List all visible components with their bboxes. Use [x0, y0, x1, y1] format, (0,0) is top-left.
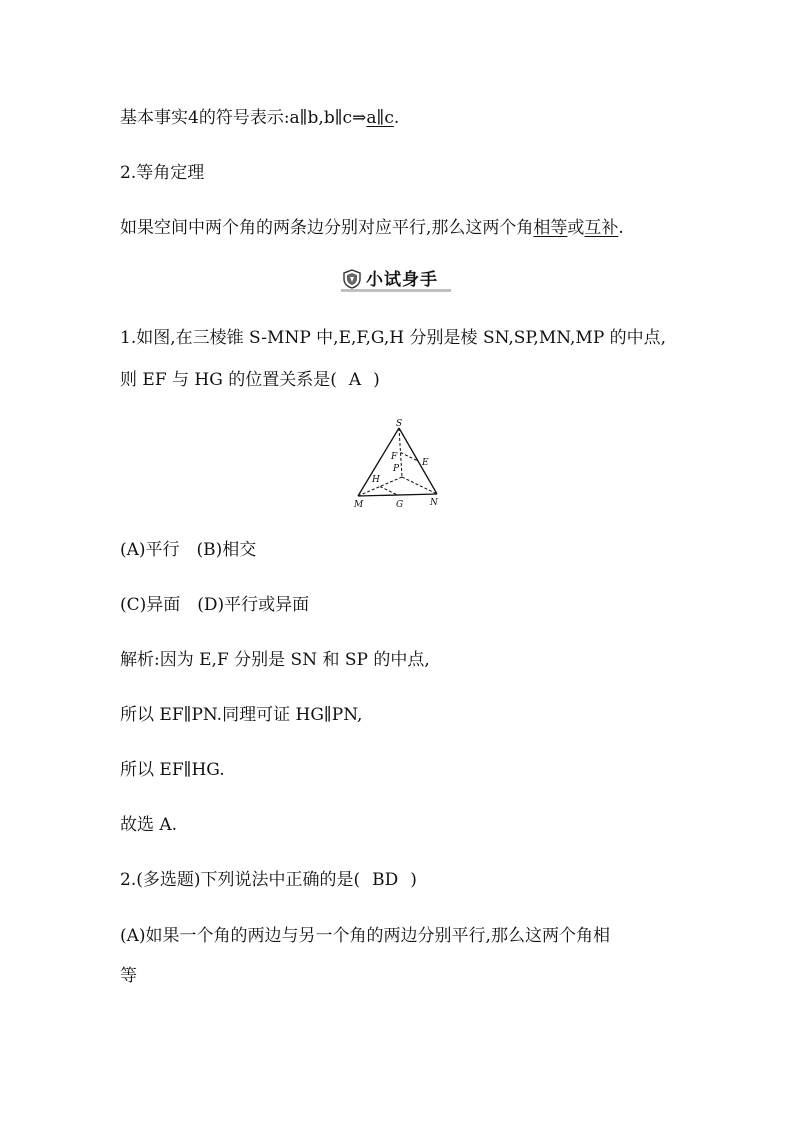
theorem-or: 或: [567, 218, 585, 238]
q2-stem: [120, 868, 417, 892]
fact4-prefix: 基本事实4的符号表示:a∥b,b∥c⇒: [120, 108, 367, 128]
q1-solution-line4: 故选 A.: [120, 815, 178, 835]
q2-option-a-line1: (A)如果一个角的两边与另一个角的两边分别平行,那么这两个角相: [120, 926, 610, 946]
label-n: N: [430, 498, 438, 508]
theorem-prefix: 如果空间中两个角的两条边分别对应平行,那么这两个角: [120, 218, 534, 238]
section-title: 小试身手: [366, 270, 438, 290]
shield-icon: [342, 269, 362, 289]
q1-solution-line3: 所以 EF∥HG.: [120, 760, 225, 780]
q2-answer: BD: [372, 870, 399, 890]
q1-stem-line1: 1.如图,在三棱锥 S-MNP 中,E,F,G,H 分别是棱 SN,SP,MN,MP 的中点,: [120, 328, 667, 348]
segment-hg: [380, 487, 398, 496]
q2-stem-end: ): [410, 870, 417, 890]
fact4-end: .: [393, 108, 400, 128]
fact4-line: [120, 106, 399, 130]
q1-stem-end: ): [373, 370, 380, 390]
label-e: E: [422, 458, 429, 468]
label-h: H: [372, 475, 380, 485]
theorem-title: 2.等角定理: [120, 163, 205, 183]
pyramid-figure: [350, 418, 446, 514]
q1-solution-line2: 所以 EF∥PN.同理可证 HG∥PN,: [120, 705, 363, 725]
label-p: P: [393, 464, 400, 474]
label-g: G: [396, 500, 404, 510]
q1-options-line1: (A)平行 (B)相交: [120, 540, 257, 560]
label-f: F: [391, 452, 398, 462]
label-m: M: [354, 500, 364, 510]
q2-option-a-line2: 等: [120, 966, 137, 986]
section-heading: [341, 268, 451, 294]
q1-stem-line2: [120, 368, 380, 392]
theorem-answer-2: 互补: [584, 218, 619, 238]
q1-stem-prefix: 则 EF 与 HG 的位置关系是(: [120, 370, 337, 390]
q1-options-line2: (C)异面 (D)平行或异面: [120, 595, 310, 615]
edge-sm: [358, 428, 399, 496]
q1-solution-line1: 解析:因为 E,F 分别是 SN 和 SP 的中点,: [120, 650, 430, 670]
q1-answer: A: [348, 370, 362, 390]
theorem-end: .: [618, 218, 624, 238]
theorem-line: [120, 216, 624, 240]
fact4-answer: a∥c: [366, 108, 394, 128]
q2-stem-prefix: 2.(多选题)下列说法中正确的是(: [120, 870, 361, 890]
label-s: S: [396, 419, 403, 429]
theorem-answer-1: 相等: [533, 218, 568, 238]
